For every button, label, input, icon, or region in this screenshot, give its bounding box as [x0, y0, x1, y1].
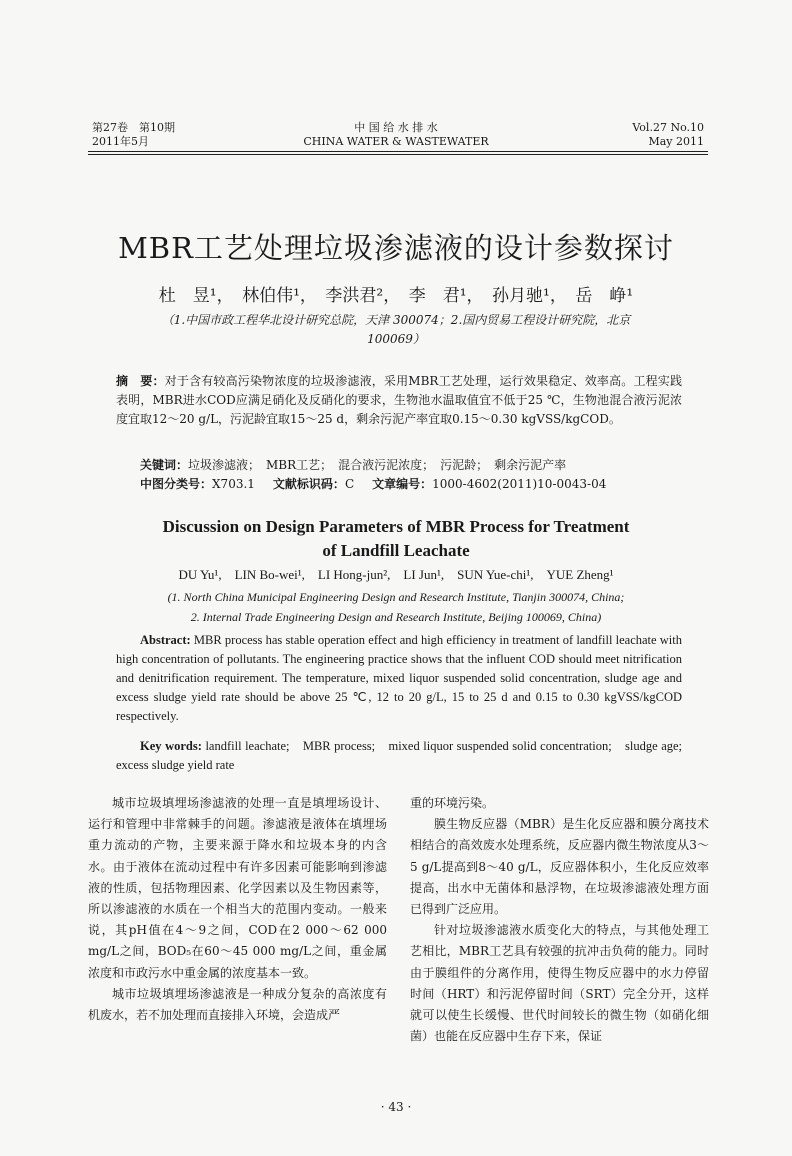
keywords-en-label: Key words: [140, 739, 202, 753]
abstract-en [116, 631, 682, 726]
title-en-line2: of Landfill Leachate [322, 541, 470, 560]
doc-code-value: C [344, 477, 355, 491]
article-no-value: 1000-4602(2011)10-0043-04 [432, 477, 607, 491]
abstract-en-text: MBR process has stable operation effect and high efficiency in treatment of landfill leachate with high concentration of pollutants. The engineering practice shows that the influent COD should meet nitrification and denitrification requirement. The temperature, mixed liquor suspended solid concentration, sludge age and excess sludge yield rate should be above 25 ℃, 12 to 20 g/L, 15 to 25 d and 0.15 to 0.30 kgVSS/kgCOD respectively. [116, 633, 683, 723]
affiliation-en-line1: (1. North China Municipal Engineering Design and Research Institute, Tianjin 300074, China; [167, 590, 625, 604]
abstract-cn-label: 摘 要： [116, 374, 165, 388]
header-rule-bottom [88, 154, 708, 155]
affiliation-en-line2: 2. Internal Trade Engineering Design and Research Institute, Beijing 100069, China) [190, 610, 602, 624]
body-paragraph: 膜生物反应器（MBR）是生化反应器和膜分离技术相结合的高效废水处理系统，反应器内微生物浓度从3～5 g/L提高到8～40 g/L，反应器体积小，生化反应效率提高，出水中无菌体和悬浮物，在垃圾渗滤液处理方面已得到广泛应用。 [410, 817, 709, 917]
date-en: May 2011 [648, 135, 704, 148]
journal-en: CHINA WATER & WASTEWATER [303, 135, 489, 148]
header-rule-top [88, 151, 708, 152]
body-paragraph: 重的环境污染。 [410, 796, 495, 810]
abstract-en-label: Abstract: [140, 633, 191, 647]
date-cn: 2011年5月 [92, 135, 149, 148]
title-en-line1: Discussion on Design Parameters of MBR Process for Treatment [162, 517, 630, 536]
body-right-column [410, 793, 709, 1047]
journal-cn: 中 国 给 水 排 水 [354, 121, 438, 134]
keywords-cn-text: 垃圾渗滤液； MBR工艺； 混合液污泥浓度； 污泥龄； 剩余污泥产率 [188, 458, 567, 472]
clc-value: X703.1 [212, 477, 255, 491]
keywords-cn-label: 关键词： [140, 458, 189, 472]
affiliation-cn [120, 311, 672, 349]
clc-label: 中图分类号： [140, 477, 213, 491]
abstract-cn [116, 372, 682, 429]
body-paragraph: 城市垃圾填埋场渗滤液的处理一直是填埋场设计、运行和管理中非常棘手的问题。渗滤液是液体在填埋场重力流动的产物，主要来源于降水和垃圾本身的内含水。由于液体在流动过程中有许多因素可能影响到渗滤液的性质，包括物理因素、化学因素以及生物因素等，所以渗滤液的水质在一个相当大的范围内变动。一般来说，其pH值在4～9之间，COD在2 000～62 000 mg/L之间，BOD₅在60～45 000 mg/L之间，重金属浓度和市政污水中重金属的浓度基本一致。 [88, 796, 387, 980]
keywords-en-text: landfill leachate; MBR process; mixed liquor suspended solid concentration; sludge age; excess sludge yield rate [116, 739, 695, 772]
keywords-en [116, 737, 695, 775]
body-left-column [88, 793, 387, 1026]
volume-cn: 第27卷 第10期 [92, 121, 175, 134]
header-volume-cn [92, 121, 175, 149]
title-en [60, 515, 732, 563]
header-journal [250, 121, 542, 149]
page-number: · 43 · [380, 1100, 412, 1114]
body-paragraph: 城市垃圾填埋场渗滤液是一种成分复杂的高浓度有机废水，若不加处理而直接排入环境，会造成严 [88, 986, 387, 1023]
authors-cn: 杜 昱¹， 林伯伟¹， 李洪君²， 李 君¹， 孙月驰¹， 岳 峥¹ [158, 286, 634, 306]
abstract-cn-text: 对于含有较高污染物浓度的垃圾渗滤液，采用MBR工艺处理，运行效果稳定、效率高。工程实践表明，MBR进水COD应满足硝化及反硝化的要求，生物池水温取值宜不低于25 ℃，生物池混合液污泥浓度宜取12～20 g/L，污泥龄宜取15～25 d，剩余污泥产率宜取0.15～0.30 kgVSS/kgCOD。 [116, 374, 682, 426]
header-volume-en [570, 121, 704, 149]
doc-code-label: 文献标识码： [272, 477, 345, 491]
body-paragraph: 针对垃圾渗滤液水质变化大的特点，与其他处理工艺相比，MBR工艺具有较强的抗冲击负荷的能力。同时由于膜组件的分离作用，使得生物反应器中的水力停留时间（HRT）和污泥停留时间（SRT）完全分开，这样就可以使生长缓慢、世代时间较长的微生物（如硝化细菌）也能在反应器中生存下来，保证 [410, 923, 709, 1044]
authors-en: DU Yu¹, LIN Bo-wei¹, LI Hong-jun², LI Jun¹, SUN Yue-chi¹, YUE Zheng¹ [178, 567, 614, 582]
title-cn: MBR工艺处理垃圾渗滤液的设计参数探讨 [118, 231, 674, 265]
classification [140, 475, 682, 494]
affiliation-en [100, 587, 692, 627]
affiliation-cn-line1: （1.中国市政工程华北设计研究总院，天津 300074；2.国内贸易工程设计研究院，北京 [161, 313, 631, 327]
keywords-cn [140, 456, 682, 475]
article-no-label: 文章编号： [372, 477, 433, 491]
affiliation-cn-line2: 100069） [367, 332, 425, 346]
volume-en: Vol.27 No.10 [632, 121, 704, 134]
